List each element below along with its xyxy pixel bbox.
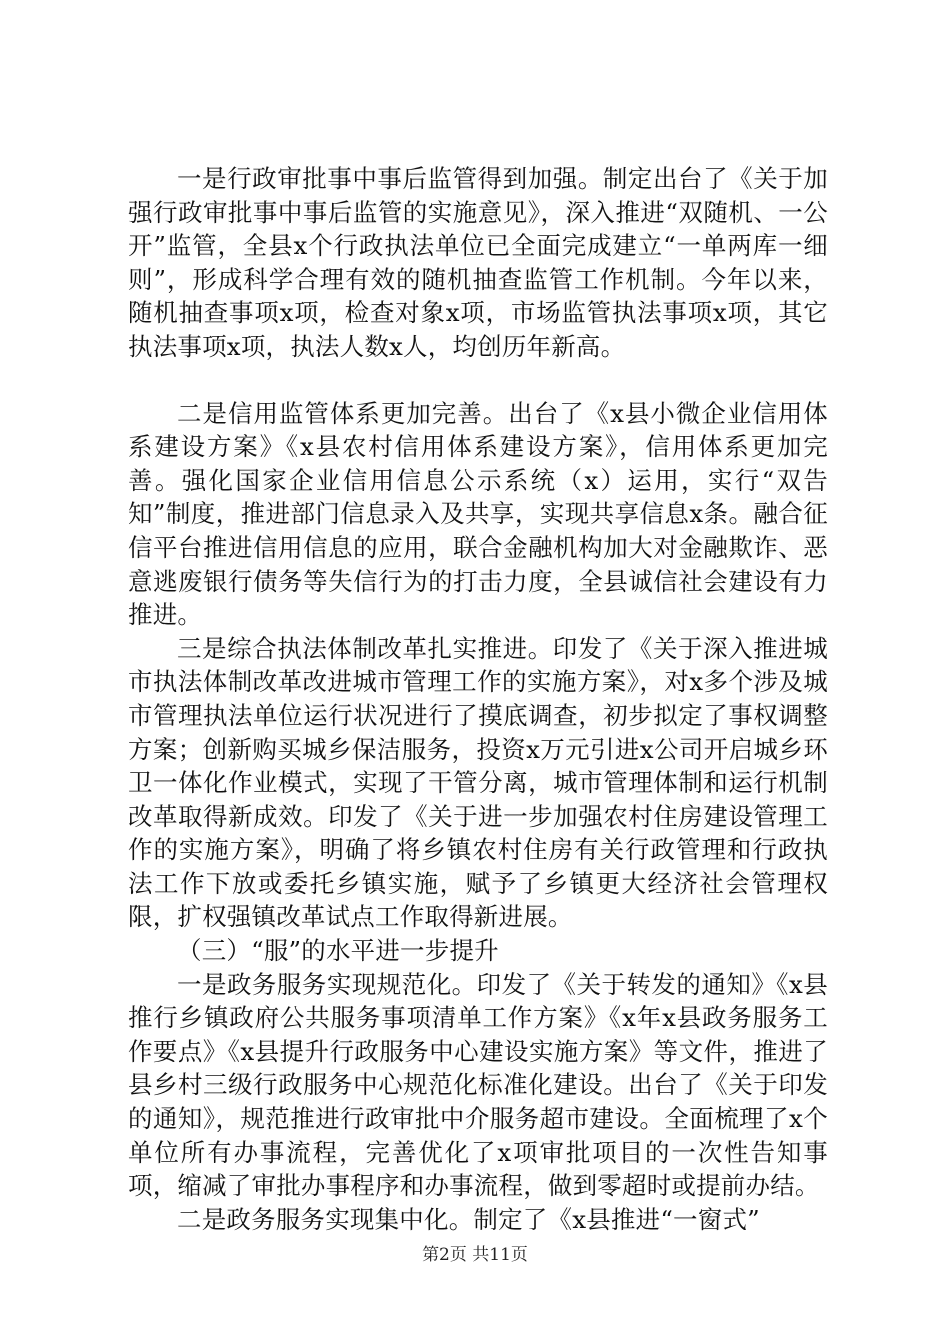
- document-body: [128, 162, 828, 1236]
- section-heading-service: （三）“服”的水平进一步提升: [177, 936, 499, 966]
- paragraph-credit: 二是信用监管体系更加完善。出台了《x县小微企业信用体系建设方案》《x县农村信用体系建设方案》，信用体系更加完善。强化国家企业信用信息公示系统（x）运用，实行“双告知”制度，推进部门信息录入及共享，实现共享信息x条。融合征信平台推进信用信息的应用，联合金融机构加大对金融欺诈、恶意逃废银行债务等失信行为的打击力度，全县诚信社会建设有力推进。: [128, 398, 828, 630]
- paragraph-standardization: 一是政务服务实现规范化。印发了《关于转发的通知》《x县推行乡镇政府公共服务事项清单工作方案》《x年x县政务服务工作要点》《x县提升行政服务中心建设实施方案》等文件，推进了县乡村三级行政服务中心规范化标准化建设。出台了《关于印发的通知》，规范推进行政审批中介服务超市建设。全面梳理了x个单位所有办事流程，完善优化了x项审批项目的一次性告知事项，缩减了审批办事程序和办事流程，做到零超时或提前办结。: [128, 969, 828, 1201]
- page-footer: 第2页 共11页: [422, 1245, 528, 1265]
- paragraph-centralization: 二是政务服务实现集中化。制定了《x县推进“一窗式”: [177, 1204, 760, 1234]
- paragraph-supervision: 一是行政审批事中事后监管得到加强。制定出台了《关于加强行政审批事中事后监管的实施意见》，深入推进“双随机、一公开”监管，全县x个行政执法单位已全面完成建立“一单两库一细则”，形成科学合理有效的随机抽查监管工作机制。今年以来，随机抽查事项x项，检查对象x项，市场监管执法事项x项，其它执法事项x项，执法人数x人，均创历年新高。: [128, 164, 828, 361]
- paragraph-enforcement: 三是综合执法体制改革扎实推进。印发了《关于深入推进城市执法体制改革改进城市管理工作的实施方案》，对x多个涉及城市管理执法单位运行状况进行了摸底调查，初步拟定了事权调整方案；创新购买城乡保洁服务，投资x万元引进x公司开启城乡环卫一体化作业模式，实现了干管分离，城市管理体制和运行机制改革取得新成效。印发了《关于进一步加强农村住房建设管理工作的实施方案》，明确了将乡镇农村住房有关行政管理和行政执法工作下放或委托乡镇实施，赋予了乡镇更大经济社会管理权限，扩权强镇改革试点工作取得新进展。: [128, 633, 828, 932]
